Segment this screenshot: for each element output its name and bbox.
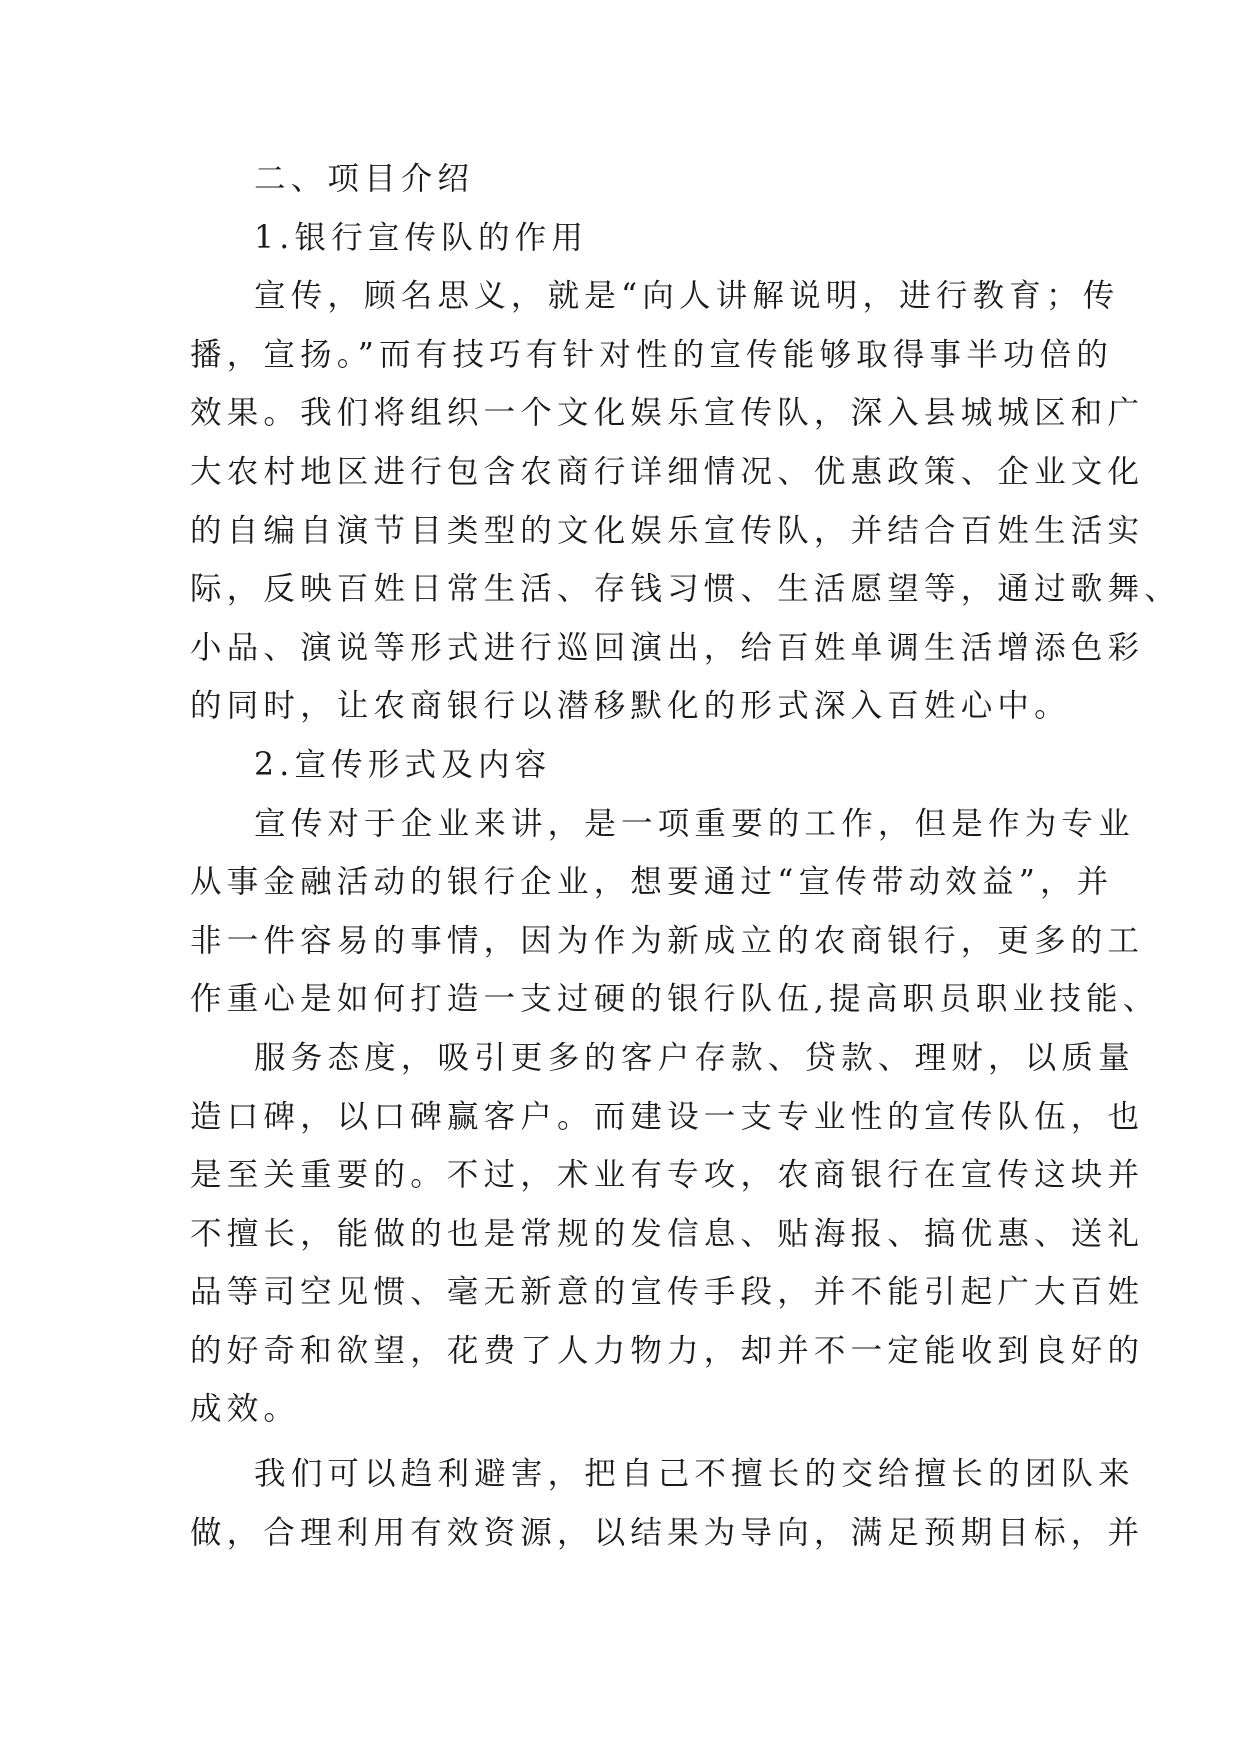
paragraph-line: 宣传，顾名思义，就是“向人讲解说明，进行教育；传: [254, 278, 1120, 315]
paragraph-line: 非一件容易的事情，因为作为新成立的农商银行，更多的工: [190, 922, 1145, 959]
paragraph-line: 我们可以趋利避害，把自己不擅长的交给擅长的团队来: [254, 1456, 1135, 1493]
paragraph-line: 做，合理利用有效资源，以结果为导向，满足预期目标，并: [190, 1514, 1145, 1551]
paragraph-line: 从事金融活动的银行企业，想要通过“宣传带动效益”，并: [190, 864, 1114, 901]
document-body: [190, 150, 1181, 1562]
paragraph-line: 不擅长，能做的也是常规的发信息、贴海报、搞优惠、送礼: [190, 1215, 1145, 1252]
paragraph-line: 小品、演说等形式进行巡回演出，给百姓单调生活增添色彩: [190, 629, 1145, 666]
paragraph-line: 是至关重要的。不过，术业有专攻，农商银行在宣传这块并: [190, 1157, 1145, 1194]
paragraph-line: 的好奇和欲望，花费了人力物力，却并不一定能收到良好的: [190, 1332, 1145, 1369]
paragraph-line: 成效。: [190, 1391, 301, 1428]
paragraph-line: 作重心是如何打造一支过硬的银行队伍,提高职员职业技能、: [190, 981, 1160, 1018]
paragraph-line: 宣传对于企业来讲，是一项重要的工作，但是作为专业: [254, 805, 1135, 842]
paragraph-line: 造口碑，以口碑赢客户。而建设一支专业性的宣传队伍，也: [190, 1098, 1145, 1135]
paragraph-line: 效果。我们将组织一个文化娱乐宣传队，深入县城城区和广: [190, 395, 1145, 432]
section-heading: 二、项目介绍: [254, 161, 475, 197]
subsection-heading: 1.银行宣传队的作用: [254, 219, 589, 256]
paragraph-line: 的同时，让农商银行以潜移默化的形式深入百姓心中。: [190, 688, 1071, 725]
subsection-heading: 2.宣传形式及内容: [254, 746, 552, 783]
paragraph-line: 大农村地区进行包含农商行详细情况、优惠政策、企业文化: [190, 453, 1145, 490]
paragraph-line: 品等司空见惯、毫无新意的宣传手段，并不能引起广大百姓: [190, 1274, 1145, 1311]
paragraph-line: 的自编自演节目类型的文化娱乐宣传队，并结合百姓生活实: [190, 512, 1145, 549]
paragraph-line: 际，反映百姓日常生活、存钱习惯、生活愿望等，通过歌舞、: [190, 571, 1181, 608]
paragraph-line: 播，宣扬。”而有技巧有针对性的宣传能够取得事半功倍的: [190, 336, 1114, 373]
paragraph-line: 服务态度，吸引更多的客户存款、贷款、理财，以质量: [254, 1039, 1135, 1076]
